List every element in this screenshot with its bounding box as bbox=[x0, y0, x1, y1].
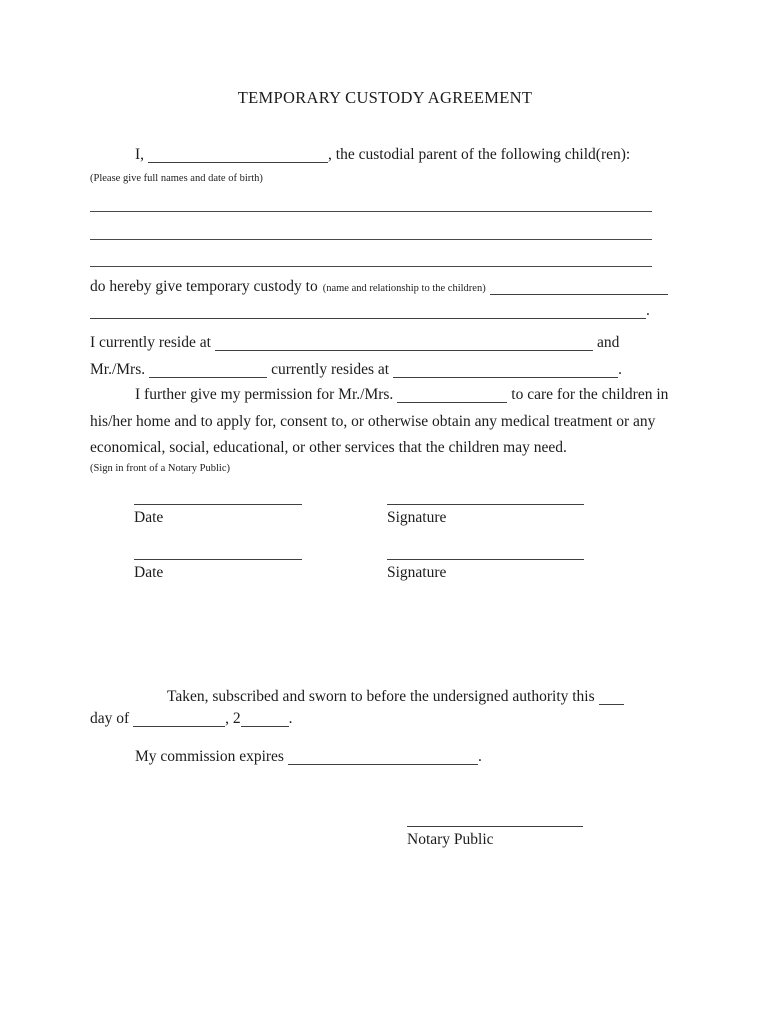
custodian-address-field[interactable] bbox=[393, 363, 618, 378]
permission-text-pre: I further give my permission for Mr./Mrs. bbox=[135, 386, 394, 403]
document-title: TEMPORARY CUSTODY AGREEMENT bbox=[237, 88, 533, 107]
custodian-name-short-field[interactable] bbox=[149, 363, 267, 378]
date-signature-group-1-date bbox=[134, 504, 302, 528]
sworn-day-number-field[interactable] bbox=[599, 690, 624, 705]
children-names-field-3[interactable] bbox=[90, 266, 652, 267]
year-prefix-text: , 2 bbox=[225, 710, 241, 727]
resides-at-text: currently resides at bbox=[271, 361, 390, 378]
signature-field-2[interactable] bbox=[387, 559, 584, 560]
commission-expiry-field[interactable] bbox=[288, 750, 478, 765]
mr-line-period: . bbox=[618, 361, 622, 378]
reside-text-pre: I currently reside at bbox=[90, 334, 211, 351]
permission-custodian-name-field[interactable] bbox=[397, 388, 507, 403]
sworn-text: Taken, subscribed and sworn to before the undersigned authority this bbox=[167, 688, 595, 705]
date-signature-group-1-signature bbox=[387, 504, 584, 528]
notary-signature-field[interactable] bbox=[407, 826, 583, 827]
custodial-parent-address-field[interactable] bbox=[215, 336, 593, 351]
custodian-name-continuation-field[interactable] bbox=[90, 304, 646, 319]
custody-relationship-note: (name and relationship to the children) bbox=[322, 283, 486, 294]
notary-sign-note: (Sign in front of a Notary Public) bbox=[90, 463, 230, 474]
commission-line bbox=[135, 747, 482, 767]
day-of-text: day of bbox=[90, 710, 130, 727]
permission-line-1 bbox=[135, 385, 668, 405]
signature-label-2: Signature bbox=[387, 564, 447, 581]
reside-text-post: and bbox=[596, 334, 620, 351]
date-label-2: Date bbox=[134, 564, 164, 581]
intro-line bbox=[135, 145, 630, 165]
custody-period: . bbox=[646, 302, 650, 319]
custodial-parent-name-field[interactable] bbox=[148, 148, 328, 163]
notary-public-label: Notary Public bbox=[407, 831, 494, 848]
custodian-residence-line bbox=[90, 360, 622, 380]
custody-grant-continuation-line bbox=[90, 301, 650, 321]
sworn-month-field[interactable] bbox=[133, 712, 225, 727]
intro-text-post: , the custodial parent of the following child(ren): bbox=[328, 146, 631, 163]
permission-line-2: his/her home and to apply for, consent to, or otherwise obtain any medical treatment or any bbox=[90, 413, 656, 430]
sworn-line-1 bbox=[167, 687, 624, 707]
custodian-name-field[interactable] bbox=[490, 280, 668, 295]
date-signature-group-2-signature bbox=[387, 559, 584, 583]
residence-line bbox=[90, 333, 619, 353]
commission-period: . bbox=[477, 748, 482, 765]
mr-mrs-text: Mr./Mrs. bbox=[90, 361, 146, 378]
date-signature-group-2-date bbox=[134, 559, 302, 583]
date-field-2[interactable] bbox=[134, 559, 302, 560]
children-names-field-1[interactable] bbox=[90, 211, 652, 212]
sworn-line-2 bbox=[90, 709, 293, 729]
sworn-year-field[interactable] bbox=[241, 712, 289, 727]
sworn-period: . bbox=[288, 710, 293, 727]
notary-signature-group bbox=[407, 826, 583, 850]
children-names-field-2[interactable] bbox=[90, 239, 652, 240]
custody-grant-line bbox=[90, 277, 668, 299]
permission-text-post: to care for the children in bbox=[511, 386, 669, 403]
signature-field-1[interactable] bbox=[387, 504, 584, 505]
children-names-note: (Please give full names and date of birth) bbox=[90, 173, 263, 184]
custody-text-pre: do hereby give temporary custody to bbox=[90, 278, 318, 295]
date-field-1[interactable] bbox=[134, 504, 302, 505]
intro-text-pre: I, bbox=[135, 146, 145, 163]
date-label-1: Date bbox=[134, 509, 164, 526]
commission-text: My commission expires bbox=[135, 748, 284, 765]
permission-line-3: economical, social, educational, or other services that the children may need. bbox=[90, 439, 567, 456]
signature-label-1: Signature bbox=[387, 509, 447, 526]
